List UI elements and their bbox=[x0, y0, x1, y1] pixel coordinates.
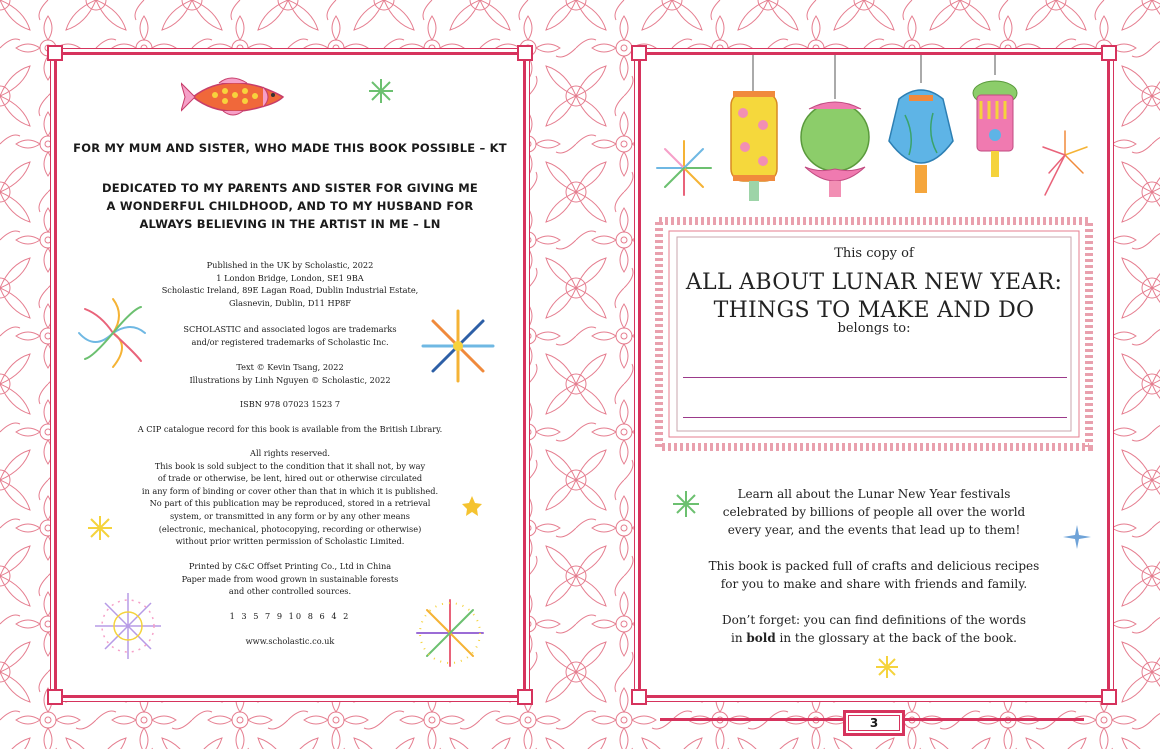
frame-corner bbox=[47, 45, 63, 61]
koi-fish-illustration bbox=[181, 73, 291, 119]
sparkle-icon bbox=[87, 515, 113, 541]
page-number: 3 bbox=[843, 710, 905, 736]
website: www.scholastic.co.uk bbox=[245, 636, 335, 646]
book-title-line-1: ALL ABOUT LUNAR NEW YEAR: bbox=[685, 270, 1063, 295]
left-page bbox=[54, 52, 526, 698]
dedication-ln: DEDICATED TO MY PARENTS AND SISTER FOR GIVING ME A WONDERFUL CHILDHOOD, AND TO MY HUSBAND FOR ALWAYS BELIEVING IN THE ARTIST IN ME – LN bbox=[102, 181, 478, 231]
right-page bbox=[638, 52, 1110, 698]
belongs-to-label: belongs to: bbox=[837, 321, 911, 336]
lanterns-illustration bbox=[725, 55, 1045, 201]
firework-illustration bbox=[653, 137, 715, 199]
frame-corner bbox=[517, 689, 533, 705]
frame-corner bbox=[631, 689, 647, 705]
firework-illustration bbox=[75, 295, 151, 371]
frame-corner bbox=[47, 689, 63, 705]
sparkle-icon bbox=[1063, 525, 1091, 549]
glossary-note: Don’t forget: you can find definitions of the words in bold in the glossary at the back of the book. bbox=[721, 613, 1027, 645]
isbn: ISBN 978 07023 1523 7 bbox=[239, 399, 341, 409]
dedication-kt: FOR MY MUM AND SISTER, WHO MADE THIS BOOK POSSIBLE – KT bbox=[73, 141, 507, 155]
frame-corner bbox=[1101, 45, 1117, 61]
sparkle-icon bbox=[671, 489, 701, 519]
printer-info: Printed by C&C Offset Printing Co., Ltd in China Paper made from wood grown in sustainable forests and other controlled sources. bbox=[181, 561, 399, 597]
star-icon bbox=[461, 495, 483, 517]
sparkle-icon bbox=[875, 655, 899, 679]
firework-illustration bbox=[407, 590, 493, 676]
owner-name-line[interactable] bbox=[683, 377, 1067, 378]
rights-reserved: All rights reserved. This book is sold subject to the condition that it shall not, by way of trade or otherwise, be lent, hired out or otherwise circulated in any form of binding or cover other than that in which it is published. No part of this publication may be reproduced, stored in a retrieval system, or transmitted in any form or by any other means (electronic, mechanical, photocopying, recording or otherwise) without prior written permission of Scholastic Limited. bbox=[141, 448, 439, 547]
book-title-line-2: THINGS TO MAKE AND DO bbox=[713, 298, 1035, 323]
publisher-info: Published in the UK by Scholastic, 2022 1 London Bridge, London, SE1 9BA Scholastic Ireland, 89E Lagan Road, Dublin Industrial Estate, Glasnevin, Dublin, D11 HP8F bbox=[161, 260, 419, 308]
bold-word: bold bbox=[746, 631, 776, 645]
frame-corner bbox=[1101, 689, 1117, 705]
intro-paragraph: Learn all about the Lunar New Year festivals celebrated by billions of people all over the world every year, and the events that lead up to them! bbox=[722, 487, 1026, 537]
firework-illustration bbox=[87, 585, 169, 667]
owner-name-line[interactable] bbox=[683, 417, 1067, 418]
this-copy-of-label: This copy of bbox=[834, 246, 914, 261]
firework-illustration bbox=[417, 305, 499, 387]
firework-illustration bbox=[1035, 125, 1095, 197]
frame-corner bbox=[631, 45, 647, 61]
frame-corner bbox=[517, 45, 533, 61]
sparkle-icon bbox=[367, 77, 395, 105]
credits-info: Text © Kevin Tsang, 2022 Illustrations by Linh Nguyen © Scholastic, 2022 bbox=[189, 362, 391, 385]
intro-paragraph: This book is packed full of crafts and delicious recipes for you to make and share with friends and family. bbox=[708, 559, 1040, 591]
cip-record: A CIP catalogue record for this book is available from the British Library. bbox=[137, 424, 443, 434]
print-line: 1 3 5 7 9 10 8 6 4 2 bbox=[229, 611, 351, 621]
trademark-info: SCHOLASTIC and associated logos are trademarks and/or registered trademarks of Scholastic Inc. bbox=[183, 324, 397, 347]
